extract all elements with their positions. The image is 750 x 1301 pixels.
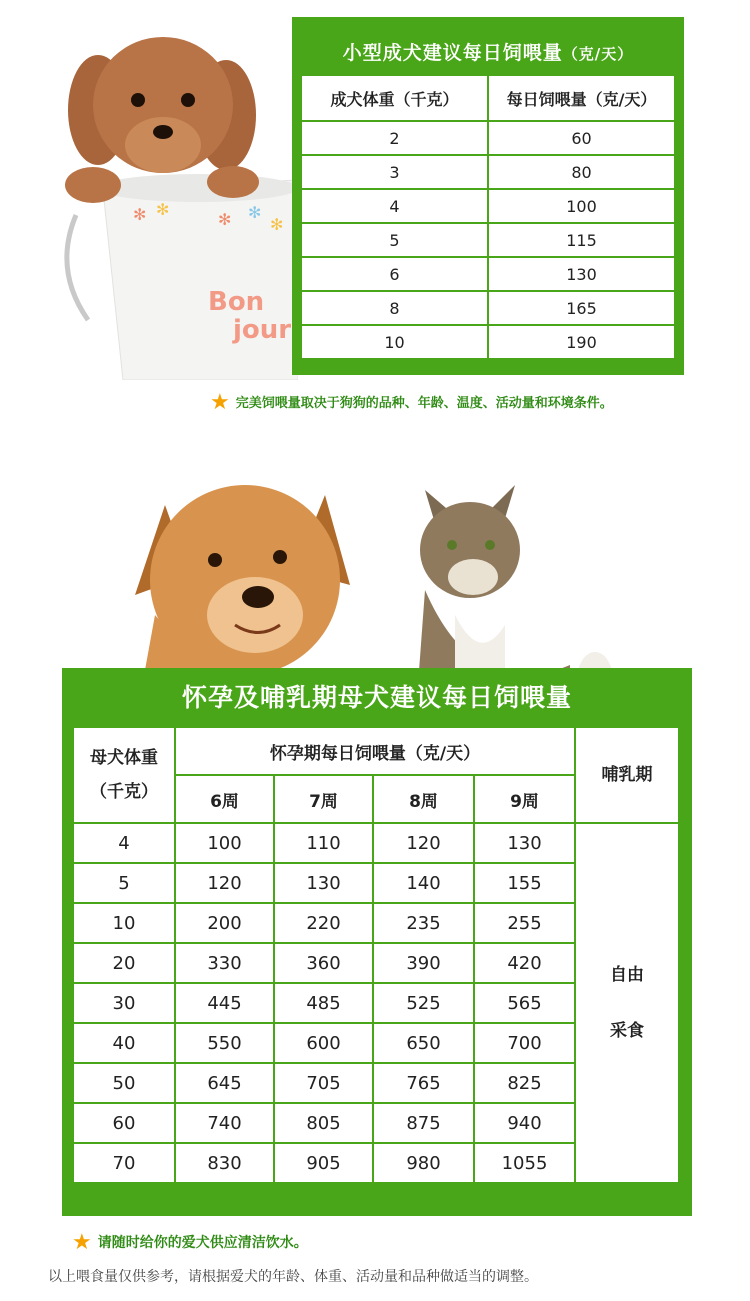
table-cell: 765 bbox=[373, 1063, 474, 1103]
table-cell: 100 bbox=[488, 189, 675, 223]
table-row bbox=[301, 121, 675, 155]
table-cell: 130 bbox=[474, 823, 575, 863]
table-cell: 700 bbox=[474, 1023, 575, 1063]
table-cell: 4 bbox=[301, 189, 488, 223]
table-cell: 805 bbox=[274, 1103, 373, 1143]
pregnant-dog-feeding-table bbox=[72, 726, 680, 1184]
table-cell: 940 bbox=[474, 1103, 575, 1143]
table-cell: 120 bbox=[373, 823, 474, 863]
feeding-note bbox=[210, 392, 613, 414]
table-cell: 980 bbox=[373, 1143, 474, 1183]
table-cell: 5 bbox=[301, 223, 488, 257]
table-cell: 115 bbox=[488, 223, 675, 257]
table-cell: 830 bbox=[175, 1143, 274, 1183]
table-cell: 875 bbox=[373, 1103, 474, 1143]
svg-text:✻: ✻ bbox=[218, 210, 232, 229]
svg-text:✻: ✻ bbox=[270, 215, 284, 234]
table-cell: 4 bbox=[73, 823, 175, 863]
header-weight: 成犬体重（千克） bbox=[301, 75, 488, 121]
table-cell: 155 bbox=[474, 863, 575, 903]
table-cell: 420 bbox=[474, 943, 575, 983]
table-cell: 20 bbox=[73, 943, 175, 983]
table-cell: 390 bbox=[373, 943, 474, 983]
disclaimer-footer: 以上喂食量仅供参考，请根据爱犬的年龄、体重、活动量和品种做适当的调整。 bbox=[48, 1269, 538, 1285]
header-lactation: 哺乳期 bbox=[575, 727, 679, 823]
table-cell: 330 bbox=[175, 943, 274, 983]
table-cell: 8 bbox=[301, 291, 488, 325]
puppy-in-bucket-image bbox=[48, 20, 298, 380]
header-dam-weight-line1: 母犬体重 bbox=[90, 748, 158, 768]
table-header-row bbox=[73, 727, 679, 775]
table-cell: 110 bbox=[274, 823, 373, 863]
table-cell: 165 bbox=[488, 291, 675, 325]
table-row bbox=[301, 223, 675, 257]
pregnant-table-title: 怀孕及哺乳期母犬建议每日饲喂量 bbox=[181, 683, 572, 712]
table-cell: 200 bbox=[175, 903, 274, 943]
table-row bbox=[301, 291, 675, 325]
table-cell: 5 bbox=[73, 863, 175, 903]
table-cell: 80 bbox=[488, 155, 675, 189]
header-week-9: 9周 bbox=[474, 775, 575, 823]
svg-text:✻: ✻ bbox=[248, 203, 262, 222]
table-cell: 60 bbox=[73, 1103, 175, 1143]
table-cell: 255 bbox=[474, 903, 575, 943]
table-cell: 30 bbox=[73, 983, 175, 1023]
header-week-6: 6周 bbox=[175, 775, 274, 823]
small-dog-table-title bbox=[292, 27, 684, 79]
star-icon: ★ bbox=[210, 390, 230, 415]
header-week-7: 7周 bbox=[274, 775, 373, 823]
table-row bbox=[301, 325, 675, 359]
lactation-value-line2: 采食 bbox=[610, 1021, 645, 1041]
table-cell: 600 bbox=[274, 1023, 373, 1063]
small-dog-title-unit: （克/天） bbox=[562, 45, 634, 63]
table-cell: 120 bbox=[175, 863, 274, 903]
table-cell: 235 bbox=[373, 903, 474, 943]
star-icon: ★ bbox=[72, 1230, 92, 1255]
table-cell: 140 bbox=[373, 863, 474, 903]
lactation-value-line1: 自由 bbox=[610, 965, 645, 985]
table-cell: 70 bbox=[73, 1143, 175, 1183]
header-week-8: 8周 bbox=[373, 775, 474, 823]
table-cell: 10 bbox=[301, 325, 488, 359]
table-cell: 50 bbox=[73, 1063, 175, 1103]
table-cell: 100 bbox=[175, 823, 274, 863]
table-cell: 525 bbox=[373, 983, 474, 1023]
small-dog-title-text: 小型成犬建议每日饲喂量 bbox=[342, 42, 563, 64]
table-cell: 6 bbox=[301, 257, 488, 291]
feeding-note-text: 完美饲喂量取决于狗狗的品种、年龄、温度、活动量和环境条件。 bbox=[235, 396, 613, 411]
table-cell: 485 bbox=[274, 983, 373, 1023]
table-cell: 360 bbox=[274, 943, 373, 983]
table-row bbox=[301, 189, 675, 223]
header-dam-weight bbox=[73, 727, 175, 823]
table-cell: 10 bbox=[73, 903, 175, 943]
table-row bbox=[301, 155, 675, 189]
lactation-value-cell bbox=[575, 823, 679, 1183]
small-dog-feeding-table bbox=[300, 74, 676, 360]
table-cell: 60 bbox=[488, 121, 675, 155]
header-dam-weight-line2: （千克） bbox=[90, 782, 158, 802]
table-row bbox=[301, 257, 675, 291]
svg-text:✻: ✻ bbox=[156, 200, 170, 219]
pregnant-dog-feeding-panel bbox=[62, 668, 692, 1216]
table-cell: 445 bbox=[175, 983, 274, 1023]
small-dog-feeding-panel bbox=[292, 17, 684, 375]
cup-text: Bon bbox=[208, 287, 265, 317]
header-daily-amount: 每日饲喂量（克/天） bbox=[488, 75, 675, 121]
table-cell: 190 bbox=[488, 325, 675, 359]
table-cell: 645 bbox=[175, 1063, 274, 1103]
table-row bbox=[73, 823, 679, 863]
table-cell: 650 bbox=[373, 1023, 474, 1063]
water-note bbox=[72, 1232, 308, 1254]
table-cell: 825 bbox=[474, 1063, 575, 1103]
table-cell: 2 bbox=[301, 121, 488, 155]
table-cell: 3 bbox=[301, 155, 488, 189]
table-cell: 130 bbox=[274, 863, 373, 903]
table-cell: 905 bbox=[274, 1143, 373, 1183]
table-cell: 740 bbox=[175, 1103, 274, 1143]
svg-text:✻: ✻ bbox=[133, 205, 147, 224]
table-cell: 130 bbox=[488, 257, 675, 291]
header-pregnancy-amount: 怀孕期每日饲喂量（克/天） bbox=[175, 727, 575, 775]
table-cell: 40 bbox=[73, 1023, 175, 1063]
table-cell: 705 bbox=[274, 1063, 373, 1103]
table-cell: 550 bbox=[175, 1023, 274, 1063]
table-cell: 565 bbox=[474, 983, 575, 1023]
water-note-text: 请随时给你的爱犬供应清洁饮水。 bbox=[97, 1235, 308, 1251]
svg-text:jour: jour bbox=[233, 315, 292, 345]
table-cell: 220 bbox=[274, 903, 373, 943]
table-cell: 1055 bbox=[474, 1143, 575, 1183]
table-header-row bbox=[301, 75, 675, 121]
